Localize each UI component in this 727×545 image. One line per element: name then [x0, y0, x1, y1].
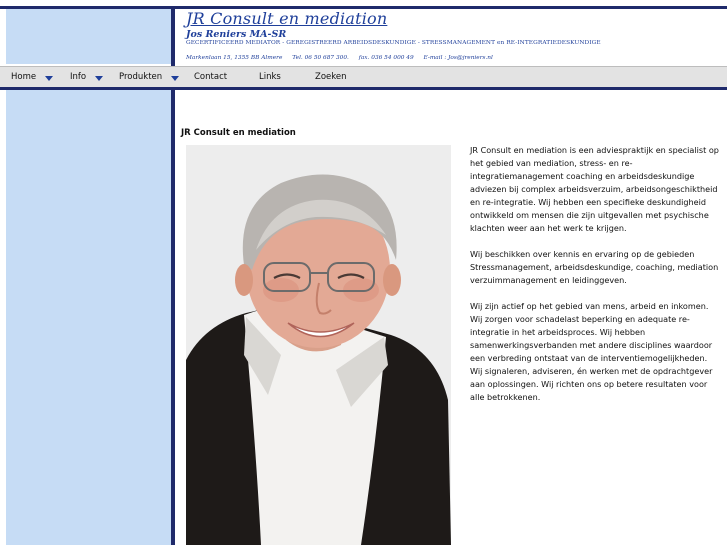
main-content	[175, 90, 727, 545]
chevron-down-icon[interactable]	[95, 76, 103, 81]
header-info	[175, 9, 727, 66]
intro-paragraph: JR Consult en mediation is een adviespraktijk en specialist op het gebied van mediation, stress- en re-integratiemanagement coaching en arbeidsdeskundige adviezen bij complex arbeidsverzuim, arbeidsongeschiktheid en re-integratie. Wij hebben een specifieke deskundigheid ontwikkeld om mensen die zijn uitgevallen met psychische klachten weer aan het werk te krijgen.	[470, 145, 719, 233]
header-logo-area	[6, 9, 171, 64]
contact-line	[186, 55, 501, 61]
nav-label-produkten: Produkten	[119, 72, 163, 82]
intro-paragraph: Wij beschikken over kennis en ervaring op de gebieden Stressmanagement, arbeidsdeskundige, coaching, mediation verzuimmanagement en leidinggeven.	[470, 249, 719, 285]
nav-item-info[interactable]	[70, 67, 103, 87]
site-title[interactable]: JR Consult en mediation	[186, 9, 388, 28]
owner-name: Jos Reniers MA-SR	[186, 29, 287, 40]
nav-item-links[interactable]	[259, 67, 281, 87]
site-tagline: GECERTIFICEERD MEDIATOR - GEREGISTREERD ARBEIDSDESKUNDIGE - STRESSMANAGEMENT en RE-INTEGRATIEDESKUNDIGE	[186, 40, 601, 46]
chevron-down-icon[interactable]	[171, 76, 179, 81]
nav-item-zoeken[interactable]	[315, 67, 347, 87]
nav-label-zoeken: Zoeken	[315, 72, 347, 82]
left-sidebar	[6, 90, 171, 545]
nav-label-info: Info	[70, 72, 87, 82]
site-header	[0, 0, 727, 66]
nav-item-produkten[interactable]	[119, 67, 179, 87]
nav-item-home[interactable]	[11, 67, 53, 87]
contact-tel: Tel. 06 50 687 300.	[292, 55, 349, 61]
nav-label-home: Home	[11, 72, 37, 82]
intro-paragraph: Wij zijn actief op het gebied van mens, arbeid en inkomen. Wij zorgen voor schadelast beperking en adequate re-integratie in het arbeidsproces. Wij hebben samenwerkingsverbanden met andere disciplines waardoor een verbreding ontstaat van de interventiemogelijkheden. Wij signaleren, adviseren, én werken met de opdrachtgever aan oplossingen. Wij richten ons op betere resultaten voor alle betrokkenen.	[470, 301, 713, 402]
main-nav	[0, 66, 727, 87]
portrait-photo	[186, 145, 451, 545]
nav-label-contact: Contact	[194, 72, 228, 82]
contact-address: Markenlaan 15, 1355 BB Almere	[186, 55, 283, 61]
chevron-down-icon[interactable]	[45, 76, 53, 81]
nav-item-contact[interactable]	[194, 67, 227, 87]
nav-label-links: Links	[259, 72, 281, 82]
page-title: JR Consult en mediation	[181, 128, 296, 138]
contact-fax: fax. 036 54 000 49	[358, 55, 414, 61]
intro-text	[470, 144, 720, 417]
contact-email[interactable]: E-mail : Jos@jreniers.nl	[423, 55, 493, 61]
